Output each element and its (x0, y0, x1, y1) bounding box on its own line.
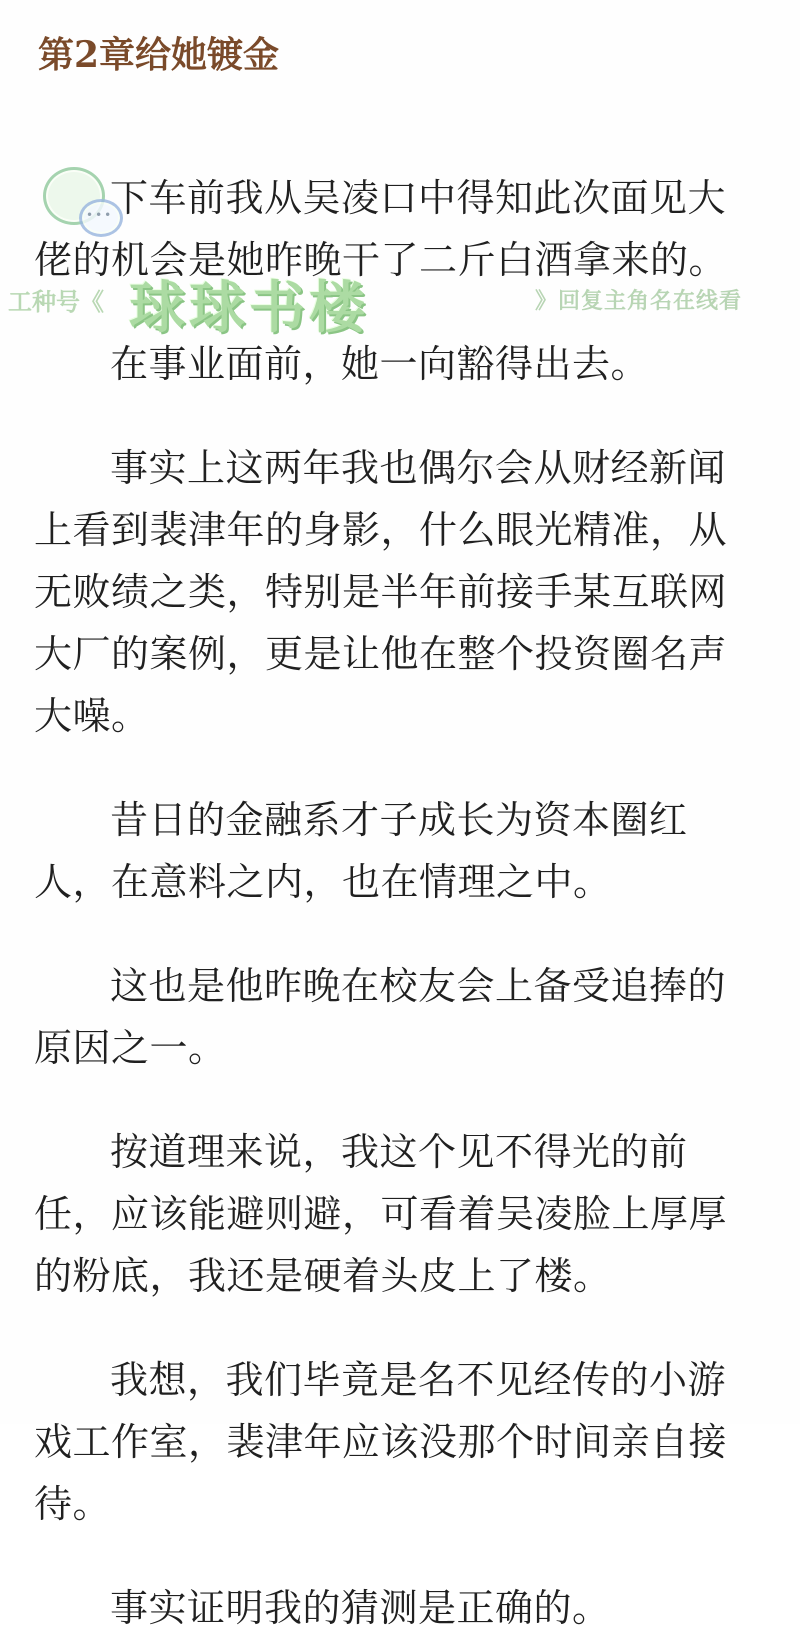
chapter-content (34, 167, 764, 1639)
chapter-title: 第2章给她镀金 (38, 34, 280, 76)
paragraph: 我想，我们毕竟是名不见经传的小游戏工作室，裴津年应该没那个时间亲自接待。 (34, 1358, 728, 1526)
chat-bubble-dots: ••• (86, 208, 114, 222)
watermark-left-text: 工种号《 (8, 288, 104, 316)
watermark-right-text: 》回复主角名在线看 (535, 289, 743, 314)
paragraph: 事实上这两年我也偶尔会从财经新闻上看到裴津年的身影，什么眼光精准，从无败绩之类，特别是半年前接手某互联网大厂的案例，更是让他在整个投资圈名声大噪。 (34, 446, 728, 738)
paragraph: 按道理来说，我这个见不得光的前任，应该能避则避，可看着吴凌脸上厚厚的粉底，我还是硬着头皮上了楼。 (34, 1130, 728, 1298)
paragraph: 事实证明我的猜测是正确的。 (110, 1586, 611, 1630)
paragraph: 这也是他昨晚在校友会上备受追捧的原因之一。 (34, 964, 727, 1070)
paragraph: 下车前我从吴凌口中得知此次面见大佬的机会是她昨晚干了二斤白酒拿来的。 (34, 176, 728, 282)
paragraph: 在事业面前，她一向豁得出去。 (110, 342, 650, 386)
watermark-brand-text: 球球书楼 (129, 276, 369, 341)
paragraph: 昔日的金融系才子成长为资本圈红人，在意料之内，也在情理之中。 (34, 798, 688, 904)
